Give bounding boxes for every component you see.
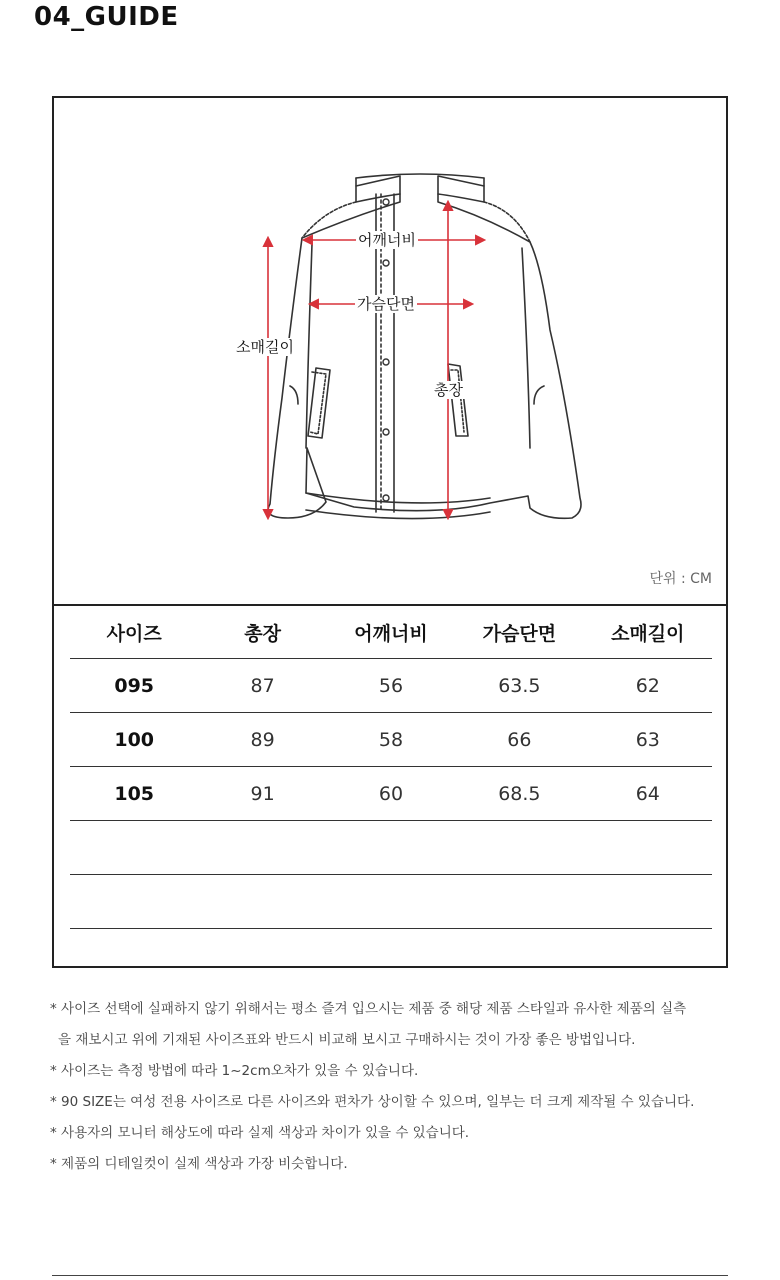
value-cell: 63.5 [455,659,583,713]
header-size: 사이즈 [70,606,198,659]
table-row [70,659,712,713]
value-cell: 89 [198,713,326,767]
header-sleeve: 소매길이 [584,606,712,659]
value-cell: 63 [584,713,712,767]
size-cell: 105 [70,767,198,821]
size-cell: 095 [70,659,198,713]
unit-label: 단위 : CM [649,571,712,587]
note-line: * 제품의 디테일컷이 실제 색상과 가장 비슷합니다. [50,1156,348,1172]
sleeve-label: 소매길이 [236,338,294,356]
shoulder-label: 어깨너비 [358,231,416,249]
size-guide-box [52,96,728,968]
value-cell: 66 [455,713,583,767]
value-cell: 58 [327,713,455,767]
jacket-diagram [54,98,726,606]
size-cell: 100 [70,713,198,767]
note-line: * 사이즈 선택에 실패하지 않기 위해서는 평소 즐겨 입으시는 제품 중 해당 제품 스타일과 유사한 제품의 실측 [50,1001,687,1017]
size-table [70,606,712,929]
jacket-illustration [54,98,726,604]
page-title: 04_GUIDE [34,2,179,32]
note-line: * 사용자의 모니터 해상도에 따라 실제 색상과 차이가 있을 수 있습니다. [50,1125,470,1141]
table-row-empty [70,875,712,929]
bottom-divider [52,1275,728,1276]
table-row [70,713,712,767]
value-cell: 87 [198,659,326,713]
header-shoulder: 어깨너비 [327,606,455,659]
header-chest: 가슴단면 [455,606,583,659]
value-cell: 68.5 [455,767,583,821]
value-cell: 62 [584,659,712,713]
chest-label: 가슴단면 [357,295,415,313]
value-cell: 64 [584,767,712,821]
value-cell: 91 [198,767,326,821]
length-label: 총장 [434,381,463,399]
header-length: 총장 [198,606,326,659]
value-cell: 56 [327,659,455,713]
value-cell: 60 [327,767,455,821]
table-header-row [70,606,712,659]
table-row-empty [70,821,712,875]
note-line: * 사이즈는 측정 방법에 따라 1~2cm오차가 있을 수 있습니다. [50,1063,419,1079]
table-row [70,767,712,821]
note-line: * 90 SIZE는 여성 전용 사이즈로 다른 사이즈와 편차가 상이할 수 있으며, 일부는 더 크게 제작될 수 있습니다. [50,1094,695,1110]
note-line: 을 재보시고 위에 기재된 사이즈표와 반드시 비교해 보시고 구매하시는 것이 가장 좋은 방법입니다. [58,1032,636,1048]
size-notes [50,994,750,1180]
